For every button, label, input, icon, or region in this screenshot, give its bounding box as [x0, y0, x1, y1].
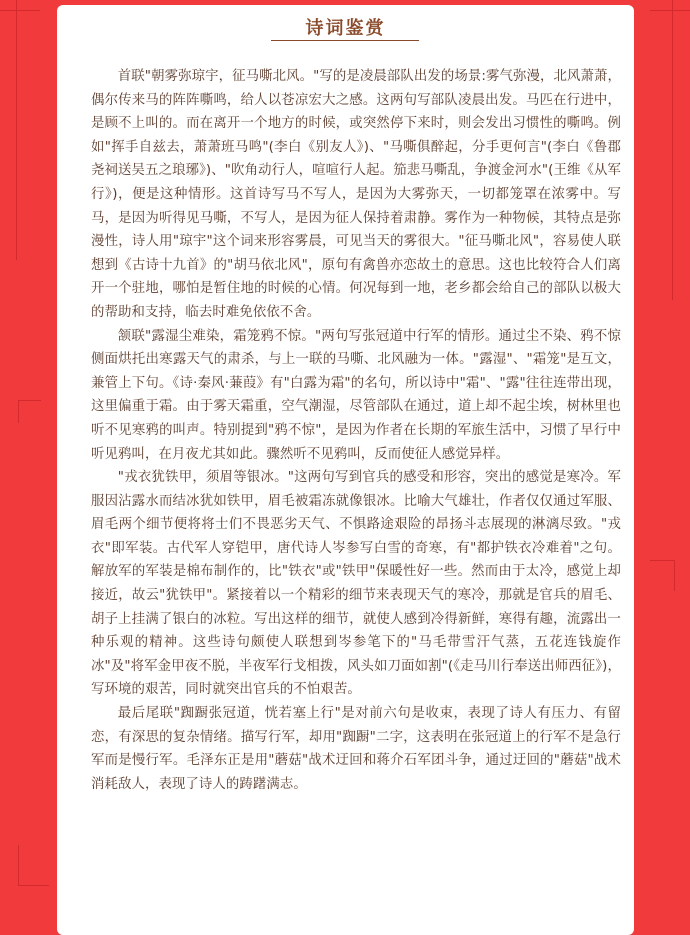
background-frame-line — [18, 400, 41, 423]
background-frame-line — [0, 10, 40, 11]
paragraph: 颔联"露湿尘难染，霜笼鸦不惊。"两句写张冠道中行军的情形。通过尘不染、鸦不惊侧面烘托出寒露天气的肃杀，与上一联的马嘶、北风融为一体。"露湿"、"霜笼"是互文，兼管上下句。《诗·秦风·蒹葭》有"白露为霜"的名句，所以诗中"霜"、"露"往往连带出现，这里偏重于霜。由于雾天霜重，空气潮湿，尽管部队在通过，道上却不起尘埃，树林里也听不见寒鸦的叫声。特别提到"鸦不惊"，是因为作者在长期的军旅生活中，习惯了早行中听见鸦叫，在月夜尤其如此。骤然听不见鸦叫，反而使征人感觉异样。 — [91, 328, 621, 462]
background-frame-line — [650, 560, 675, 591]
paragraph: "戎衣犹铁甲，须眉等银冰。"这两句写到官兵的感受和形容，突出的感觉是寒冷。军服因沾露水而结冰犹如铁甲，眉毛被霜冻就像银冰。比喻大气雄壮，作者仅仅通过军服、眉毛两个细节便将将士们不畏恶劣天气、不惧路途艰险的昂扬斗志展现的淋漓尽致。"戎衣"即军装。古代军人穿铠甲，唐代诗人岑参写白雪的奇寒，有"都护铁衣冷难着"之句。解放军的军装是棉布制作的，比"铁衣"或"铁甲"保暖性好一些。然而由于太冷，感觉上却接近，故云"犹铁甲"。紧接着以一个精彩的细节来表现天气的寒冷，那就是官兵的眉毛、胡子上挂满了银白的冰粒。写出这样的细节，就使人感到冷得新鲜，寒得有趣，流露出一种乐观的精神。这些诗句颇使人联想到岑参笔下的"马毛带雪汗气蒸，五花连钱旋作冰"及"将军金甲夜不脱，半夜军行戈相拨，风头如刀面如割"(《走马川行奉送出师西征》)，写环境的艰苦，同时就突出官兵的不怕艰苦。 — [91, 470, 621, 698]
background-frame-line — [650, 10, 690, 11]
article-body — [91, 65, 621, 796]
background-frame-line — [18, 845, 49, 886]
background-frame-line — [672, 0, 673, 300]
article-title: 诗词鉴赏 — [305, 18, 386, 39]
article-card — [57, 5, 634, 935]
paragraph: 最后尾联"踟蹰张冠道，恍若塞上行"是对前六句是收束，表现了诗人有压力、有留恋，有深思的复杂情绪。描写行军，却用"踟蹰"二字，这表明在张冠道上的行军不是急行军而是慢行军。毛泽东正是用"蘑菇"战术迂回和蒋介石军团斗争，通过迂回的"蘑菇"战术消耗敌人，表现了诗人的踌躇满志。 — [91, 706, 621, 792]
title-underline — [271, 40, 419, 41]
background-frame-line — [16, 0, 17, 260]
paragraph: 首联"朝雾弥琼宇，征马嘶北风。"写的是凌晨部队出发的场景:雾气弥漫，北风萧萧，偶尔传来马的阵阵嘶鸣，给人以苍凉宏大之感。这两句写部队凌晨出发。马匹在行进中，是顾不上叫的。而在离开一个地方的时候，或突然停下来时，则会发出习惯性的嘶鸣。例如"挥手自兹去，萧萧班马鸣"(李白《别友人》)、"马嘶俱醉起，分手更何言"(李白《鲁郡尧祠送吴五之琅琊》)、"吹角动行人，喧喧行人起。笳悲马嘶乱，争渡金河水"(王维《从军行》)，便是这种情形。这首诗写马不写人，是因为大雾弥天，一切都笼罩在浓雾中。写马，是因为听得见马嘶，不写人，是因为征人保持着肃静。雾作为一种物候，其特点是弥漫性，诗人用"琼宇"这个词来形容雾晨，可见当天的雾很大。"征马嘶北风"，容易使人联想到《古诗十九首》的"胡马依北风"，原句有禽兽亦恋故土的意思。这也比较符合人们离开一个驻地，哪怕是暂住地的时候的心情。何况每到一地，老乡都会给自己的部队以极大的帮助和支持，临去时难免依依不舍。 — [91, 69, 621, 320]
